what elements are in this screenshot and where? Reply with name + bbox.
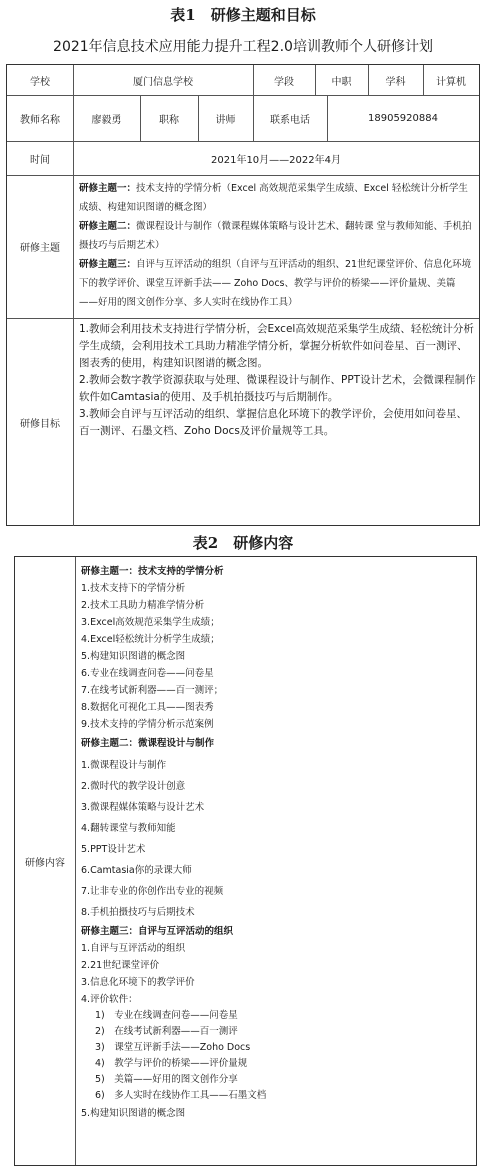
- content-item: 1.自评与互评活动的组织: [81, 943, 186, 954]
- teacher-name-label: 教师名称: [20, 114, 60, 126]
- phone-value: 18905920884: [368, 112, 438, 124]
- content-item: 1) 专业在线调查问卷——问卷星: [95, 1010, 238, 1021]
- goals-label: 研修目标: [20, 418, 60, 430]
- stage-label: 学段: [274, 76, 294, 88]
- content-item: 8.数据化可视化工具——图表秀: [81, 702, 214, 713]
- stage-value: 中职: [331, 76, 352, 88]
- teacher-name-value: 廖毅勇: [91, 114, 122, 126]
- table1: [6, 64, 480, 526]
- content-item: 9.技术支持的学情分析示范案例: [81, 719, 214, 730]
- content-item: 2) 在线考试新利器——百一测评: [95, 1026, 238, 1037]
- topic-2: [79, 217, 473, 255]
- school-label: 学校: [30, 76, 50, 88]
- topic-heading: 研修主题三：自评与互评活动的组织: [81, 926, 234, 937]
- goal-2: 2.教师会数字教学资源获取与处理、微课程设计与制作、PPT设计艺术，会微课程制作软件如Camtasia的使用、及手机拍摄技巧与后期制作。: [79, 374, 476, 403]
- content-item: 8.手机拍摄技巧与后期技术: [81, 907, 195, 918]
- content-item: 2.微时代的教学设计创意: [81, 781, 186, 792]
- content-item: 5.构建知识图谱的概念图: [81, 651, 186, 662]
- content-item: 7.让非专业的你创作出专业的视频: [81, 886, 224, 897]
- content-item: 3.微课程媒体策略与设计艺术: [81, 802, 205, 813]
- content-item: 1.技术支持下的学情分析: [81, 583, 186, 594]
- topic-2-body: 微课程设计与制作（微课程媒体策略与设计艺术、翻转课 堂与教师知能、手机拍摄技巧与后期艺术）: [79, 221, 472, 251]
- time-value: 2021年10月——2022年4月: [211, 154, 341, 166]
- title-label: 职称: [159, 114, 179, 126]
- subject-value: 计算机: [436, 76, 466, 88]
- topic-heading: 研修主题一：技术支持的学情分析: [81, 566, 224, 577]
- content-item: 4.Excel轻松统计分析学生成绩；: [81, 634, 220, 645]
- goal-3: 3.教师会自评与互评活动的组织、掌握信息化环境下的教学评价，会使用如问卷星、百一测评、石墨文档、Zoho Docs及评价量规等工具。: [79, 408, 468, 437]
- topic-1-head: 研修主题一：: [79, 183, 137, 194]
- content-item: 4) 教学与评价的桥梁——评价量规: [95, 1058, 248, 1069]
- content-item: 4.翻转课堂与教师知能: [81, 823, 176, 834]
- content-item: 7.在线考试新利器——百一测评；: [81, 685, 224, 696]
- goals-content: [79, 321, 477, 440]
- content-item: 1.微课程设计与制作: [81, 760, 167, 771]
- content-item: 6.Camtasia你的录课大师: [81, 865, 192, 876]
- subject-label: 学科: [385, 76, 406, 88]
- table1-caption: 表1 研修主题和目标: [170, 6, 316, 24]
- goal-1: 1.教师会利用技术支持进行学情分析，会Excel高效规范采集学生成绩、轻松统计分析学生成绩，会利用技术工具助力精准学情分析，掌握分析软件如问卷星、百一测评、图表秀的使用，构建知识图谱的概念图。: [79, 323, 474, 369]
- topic-3-body: 自评与互评活动的组织（自评与互评活动的组织、21世纪课堂评价、信息化环境下的教学评价、课堂互评新手法—— Zoho Docs、教学与评价的桥梁——评价量规、美篇——好用的图文创作分享、多人实时在线协作工具）: [79, 259, 472, 308]
- content-label: 研修内容: [25, 857, 65, 869]
- content-item: 5) 美篇——好用的图文创作分享: [95, 1074, 238, 1085]
- topic-3-head: 研修主题三：: [79, 259, 137, 270]
- content-item: 3) 课堂互评新手法——Zoho Docs: [95, 1042, 251, 1053]
- content-item: 3.信息化环境下的教学评价: [81, 977, 195, 988]
- content-item: 6) 多人实时在线协作工具——石墨文档: [95, 1090, 267, 1101]
- content-item: 4.评价软件：: [81, 994, 138, 1005]
- topic-1: [79, 179, 473, 217]
- topic-2-head: 研修主题二：: [79, 221, 137, 232]
- content-item: 2.21世纪课堂评价: [81, 960, 160, 971]
- phone-label: 联系电话: [270, 114, 310, 126]
- table2-caption: 表2 研修内容: [192, 534, 294, 552]
- topics-content: [79, 179, 473, 312]
- topic-heading: 研修主题二：微课程设计与制作: [81, 738, 215, 749]
- school-value: 厦门信息学校: [133, 76, 193, 88]
- time-label: 时间: [30, 154, 50, 166]
- title-value: 讲师: [215, 114, 236, 126]
- content-item: 3.Excel高效规范采集学生成绩；: [81, 617, 220, 628]
- topic-3: [79, 255, 473, 312]
- content-item: 2.技术工具助力精准学情分析: [81, 600, 205, 611]
- content-item: 5.PPT设计艺术: [81, 844, 146, 855]
- table2: [14, 556, 477, 1166]
- content-list: [81, 563, 471, 1123]
- topics-label: 研修主题: [20, 243, 60, 254]
- topic-1-body: 技术支持的学情分析（Excel 高效规范采集学生成绩、Excel 轻松统计分析学生成绩、构建知识图谱的概念图）: [79, 183, 468, 213]
- plan-subtitle: 2021年信息技术应用能力提升工程2.0培训教师个人研修计划: [53, 39, 433, 55]
- content-item: 6.专业在线调查问卷——问卷星: [81, 668, 214, 679]
- content-item: 5.构建知识图谱的概念图: [81, 1108, 186, 1119]
